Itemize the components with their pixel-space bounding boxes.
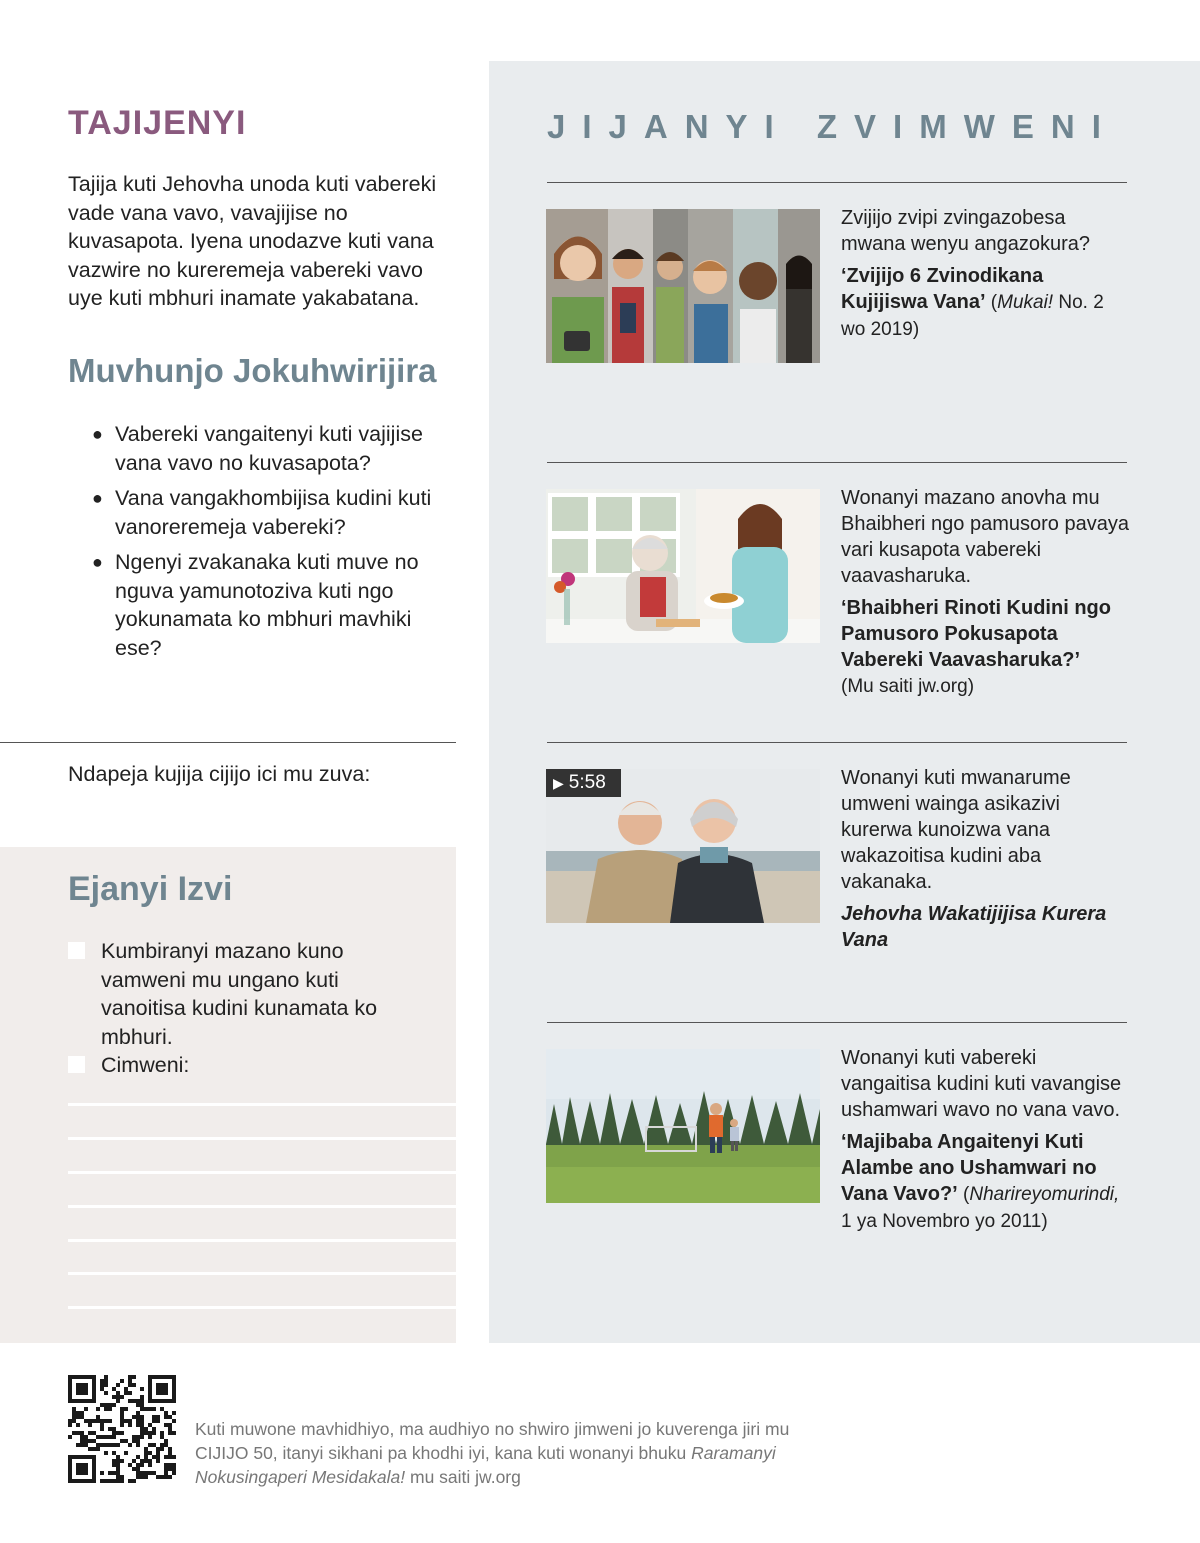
question-text: Ngenyi zvakanaka kuti muve no nguva yamunotoziva kuti ngo yokunamata ko mbhuri mavhiki ese?	[115, 550, 419, 660]
resource-title-link[interactable]: ‘Majibaba Angaitenyi Kuti Alambe ano Ushamwari no Vana Vavo?’	[841, 1131, 1097, 1205]
resource-description: Wonanyi kuti mwanarume umweni wainga asikazivi kurerwa kunoizwa vana wakazoitisa kudini aba vakanaka.	[841, 767, 1071, 893]
writing-line[interactable]	[68, 1272, 456, 1275]
bullet-icon: ●	[92, 552, 103, 572]
resource-title-link[interactable]: ‘Zvijijo 6 Zvinodikana Kujijiswa Vana’	[841, 265, 1044, 313]
divider	[547, 462, 1127, 463]
question-text: Vabereki vangaitenyi kuti vajijise vana vavo no kuvasapota?	[115, 422, 423, 475]
resource-item-2	[841, 485, 1131, 700]
caregiver-photo-icon	[546, 489, 820, 643]
divider	[547, 742, 1127, 743]
review-questions-list	[92, 420, 456, 669]
completion-date-label: Ndapeja kujija cijijo ici mu zuva:	[68, 762, 371, 786]
footer-note	[195, 1417, 815, 1489]
intro-paragraph: Tajija kuti Jehovha unoda kuti vabereki vade vana vavo, vavajijise no kuvasapota. Iyena unodazve kuti vana vazwire no kureremeja vabereki vavo uye kuti mbhuri inamate yakabatana.	[68, 172, 437, 310]
caregiver-photo[interactable]	[546, 489, 820, 643]
resource-source-issue: No. 2 wo 2019)	[841, 292, 1104, 340]
section-heading-muvhunjo: Muvhunjo Jokuhwirijira	[68, 352, 437, 389]
resource-source: (Mu saiti jw.org)	[841, 676, 975, 697]
resource-item-1	[841, 205, 1131, 343]
play-icon: ▶	[553, 774, 564, 791]
video-duration: 5:58	[568, 772, 606, 793]
children-photo[interactable]	[546, 209, 820, 363]
resource-description: Wonanyi kuti vabereki vangaitisa kudini kuti vavangise ushamwari wavo no vana vavo.	[841, 1047, 1122, 1121]
writing-line[interactable]	[68, 1137, 456, 1140]
writing-line[interactable]	[68, 1306, 456, 1309]
resource-source: (	[985, 292, 998, 313]
action-item-1[interactable]	[68, 937, 428, 1051]
resource-item-3	[841, 765, 1131, 953]
checkbox-icon[interactable]	[68, 942, 85, 959]
divider	[547, 1022, 1127, 1023]
divider	[547, 182, 1127, 183]
resource-description: Wonanyi mazano anovha mu Bhaibheri ngo pamusoro pavaya vari kusapota vabereki vaavasharuka.	[841, 487, 1129, 587]
section-heading-jijanyi: JIJANYI ZVIMWENI	[547, 108, 1118, 145]
children-photo-icon	[546, 209, 820, 363]
resource-source: (	[957, 1184, 970, 1205]
footer-text: Kuti muwone mavhidhiyo, ma audhiyo no shwiro jimweni jo kuverenga jiri mu CIJIJO 50, itanyi sikhani pa khodhi iyi, kana kuti wonanyi bhuku	[195, 1419, 790, 1463]
action-item-text: Kumbiranyi mazano kuno vamweni mu ungano kuti vanoitisa kudini kunamata ko mbhuri.	[101, 939, 378, 1049]
bullet-icon: ●	[92, 424, 103, 444]
resource-title-link[interactable]: Jehovha Wakatijijisa Kurera Vana	[841, 903, 1107, 951]
list-item	[92, 484, 456, 541]
video-thumbnail[interactable]	[546, 769, 820, 923]
bullet-icon: ●	[92, 488, 103, 508]
video-duration-badge	[546, 769, 621, 797]
father-son-field-photo-icon	[546, 1049, 820, 1203]
father-son-field-photo[interactable]	[546, 1049, 820, 1203]
qr-code-icon	[68, 1375, 176, 1483]
resource-source-publication: Nharireyomurindi,	[969, 1184, 1120, 1205]
footer-text-end: mu saiti jw.org	[405, 1467, 521, 1487]
section-heading-ejanyi: Ejanyi Izvi	[68, 870, 233, 908]
resource-title-link[interactable]: ‘Bhaibheri Rinoti Kudini ngo Pamusoro Pokusapota Vabereki Vaavasharuka?’	[841, 597, 1111, 671]
list-item	[92, 420, 456, 477]
resource-description: Zvijijo zvipi zvingazobesa mwana wenyu angazokura?	[841, 207, 1091, 255]
resource-item-4	[841, 1045, 1131, 1235]
writing-line[interactable]	[68, 1171, 456, 1174]
list-item	[92, 548, 456, 662]
action-box	[0, 847, 456, 1343]
section-heading-tajijenyi: TAJIJENYI	[68, 104, 247, 142]
writing-line[interactable]	[68, 1205, 456, 1208]
qr-code[interactable]	[68, 1375, 176, 1483]
resource-source-issue: 1 ya Novembro yo 2011)	[841, 1211, 1048, 1232]
action-item-text: Cimweni:	[101, 1053, 190, 1077]
question-text: Vana vangakhombijisa kudini kuti vanoreremeja vabereki?	[115, 486, 432, 539]
divider	[0, 742, 456, 743]
checkbox-icon[interactable]	[68, 1056, 85, 1073]
writing-line[interactable]	[68, 1239, 456, 1242]
footer-book-title: Raramanyi Nokusingaperi Mesidakala!	[195, 1443, 776, 1487]
resource-source-publication: Mukai!	[997, 292, 1054, 313]
writing-line[interactable]	[68, 1103, 456, 1106]
action-item-2[interactable]	[68, 1051, 189, 1080]
